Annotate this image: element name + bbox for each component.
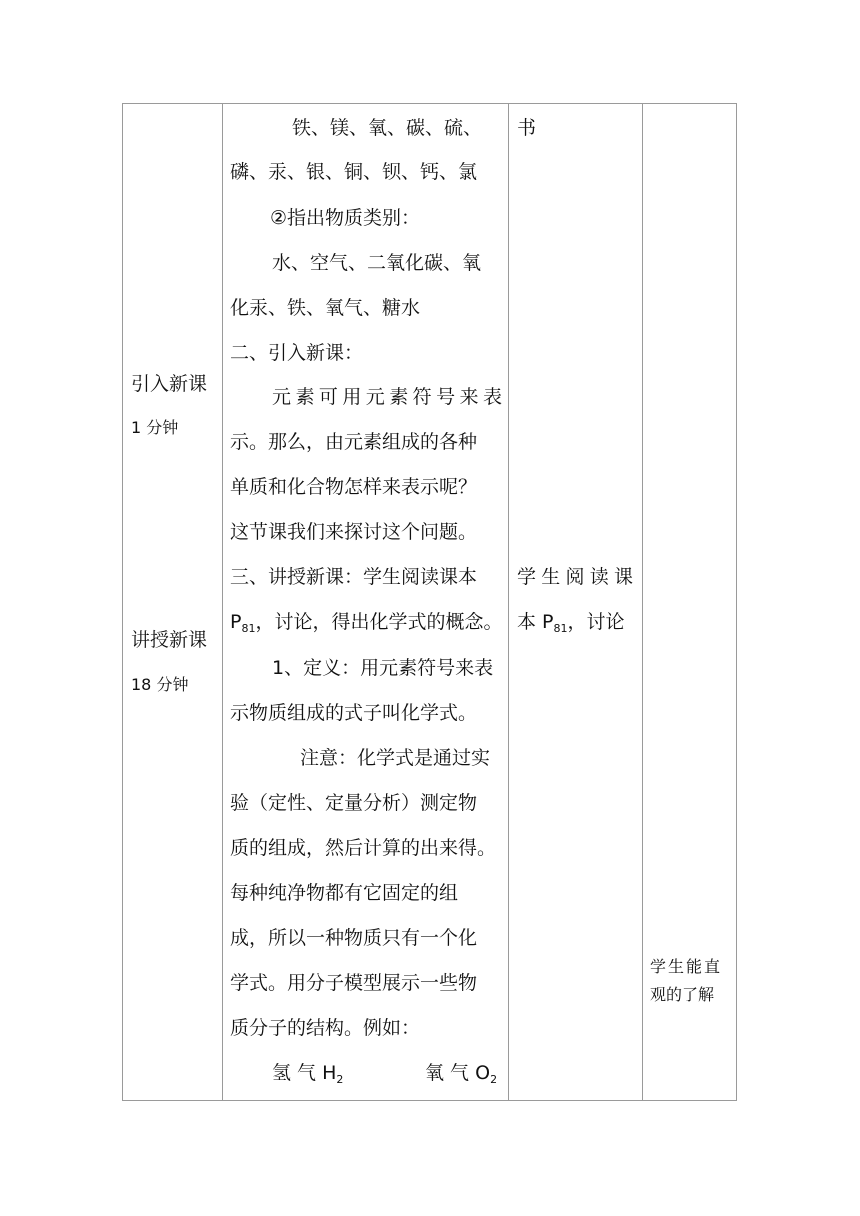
formula-sub: 2 [336,1073,344,1086]
content-line: 质分子的结构。例如： [230,1017,421,1039]
content-line: 每种纯净物都有它固定的组 [230,882,459,904]
page-ref-sub: 81 [241,622,256,635]
glyph: 生 [541,566,561,588]
student-activity-text: ，讨论 [567,611,625,633]
student-activity-text: 本 P [517,611,554,633]
formula-hydrogen [272,1061,343,1088]
glyph: 符 [412,386,432,408]
column-divider [642,104,643,1100]
column-divider [508,104,509,1100]
glyph: 素 [389,386,409,408]
formula-sub: 2 [490,1073,498,1086]
glyph: 用 [342,386,362,408]
formula-label: 氢 气 [272,1062,317,1084]
glyph: 课 [613,566,633,588]
content-line: 验（定性、定量分析）测定物 [230,792,478,814]
column-divider [222,104,223,1100]
page-ref-sub: 81 [553,622,568,635]
content-line: 铁、镁、氧、碳、硫、 [292,117,483,139]
glyph: 元 [365,386,385,408]
formula-symbol: O [475,1062,491,1084]
page-ref: P [230,611,242,633]
glyph: 学 [517,566,537,588]
glyph: 号 [436,386,456,408]
student-activity-line [517,565,633,589]
content-line: 磷、汞、银、铜、钡、钙、氯 [230,161,478,183]
content-line: 1、定义：用元素符号来表 [272,657,494,679]
content-line [272,385,502,409]
glyph: 素 [295,386,315,408]
stage-title-teach: 讲授新课 [131,629,208,651]
content-line: 单质和化合物怎样来表示呢？ [230,476,478,498]
content-line: ②指出物质类别： [270,207,421,229]
stage-time-intro: 1 分钟 [131,418,179,437]
student-activity-line [517,610,625,637]
content-line [230,610,502,637]
glyph: 可 [318,386,338,408]
content-line: 示物质组成的式子叫化学式。 [230,702,478,724]
stage-time-teach: 18 分钟 [131,675,189,694]
section-heading: 三、讲授新课：学生阅读课本 [230,566,478,588]
content-line: 水、空气、二氧化碳、氧 [272,252,482,274]
formula-oxygen [425,1061,497,1088]
design-intent-line: 观的了解 [650,985,715,1004]
formula-label: 氧 气 [425,1062,470,1084]
student-activity-line: 书 [517,117,537,139]
content-line: 这节课我们来探讨这个问题。 [230,521,478,543]
content-line: 成，所以一种物质只有一个化 [230,927,478,949]
design-intent-line: 学生能直 [650,957,723,976]
section-heading: 二、引入新课： [230,342,364,364]
glyph: 元 [272,386,292,408]
stage-title-intro: 引入新课 [131,373,208,395]
glyph: 阅 [565,566,585,588]
glyph: 读 [589,566,609,588]
content-text: ，讨论，得出化学式的概念。 [255,611,503,633]
content-line: 注意：化学式是通过实 [300,747,491,769]
content-line: 学式。用分子模型展示一些物 [230,972,478,994]
content-line: 质的组成，然后计算的出来得。 [230,837,497,859]
content-line: 化汞、铁、氧气、糖水 [230,297,421,319]
glyph: 表 [482,386,502,408]
formula-symbol: H [322,1062,337,1084]
glyph: 来 [459,386,479,408]
content-line: 示。那么，由元素组成的各种 [230,431,478,453]
